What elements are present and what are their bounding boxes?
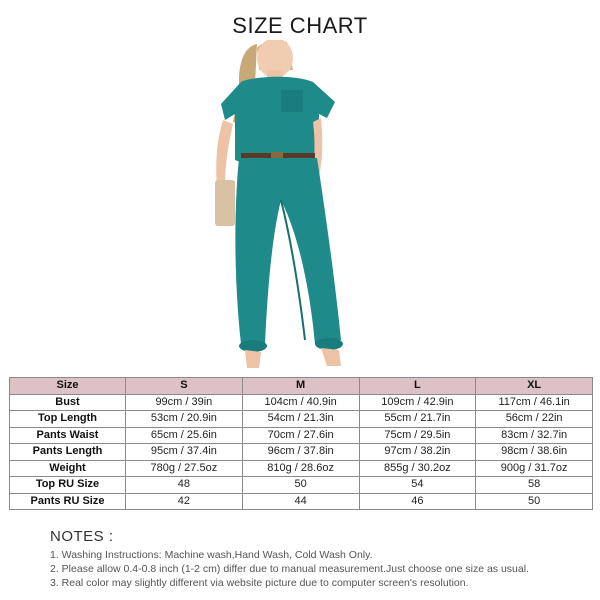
cell-value: 46 [359,493,476,510]
header-xl: XL [476,378,593,395]
note-line: 2. Please allow 0.4-0.8 inch (1-2 cm) differ due to manual measurement.Just choose one size as usual. [50,563,529,575]
cell-value: 900g / 31.7oz [476,460,593,477]
table-row [10,394,593,411]
cell-value: 50 [476,493,593,510]
notes-heading: NOTES : [50,528,114,545]
row-label: Pants RU Size [10,493,126,510]
table-header-row [10,378,593,395]
header-s: S [126,378,243,395]
row-label: Pants Length [10,444,126,461]
cell-value: 53cm / 20.9in [126,411,243,428]
table-row [10,493,593,510]
cell-value: 42 [126,493,243,510]
cell-value: 109cm / 42.9in [359,394,476,411]
header-size: Size [10,378,126,395]
header-m: M [242,378,359,395]
cell-value: 44 [242,493,359,510]
cell-value: 75cm / 29.5in [359,427,476,444]
cell-value: 97cm / 38.2in [359,444,476,461]
cell-value: 48 [126,477,243,494]
page-title: SIZE CHART [232,13,368,38]
header-l: L [359,378,476,395]
row-label: Bust [10,394,126,411]
row-label: Weight [10,460,126,477]
cell-value: 56cm / 22in [476,411,593,428]
cell-value: 96cm / 37.8in [242,444,359,461]
note-line: 3. Real color may slightly different via website picture due to computer screen's resolution. [50,577,469,589]
table-row [10,460,593,477]
cell-value: 54 [359,477,476,494]
product-photo [195,40,405,372]
cell-value: 99cm / 39in [126,394,243,411]
table-row [10,477,593,494]
cell-value: 98cm / 38.6in [476,444,593,461]
cell-value: 50 [242,477,359,494]
cell-value: 54cm / 21.3in [242,411,359,428]
row-label: Pants Waist [10,427,126,444]
table-row [10,411,593,428]
cell-value: 55cm / 21.7in [359,411,476,428]
cell-value: 83cm / 32.7in [476,427,593,444]
cell-value: 95cm / 37.4in [126,444,243,461]
cell-value: 780g / 27.5oz [126,460,243,477]
note-line: 1. Washing Instructions: Machine wash,Hand Wash, Cold Wash Only. [50,549,373,561]
cell-value: 810g / 28.6oz [242,460,359,477]
cell-value: 58 [476,477,593,494]
row-label: Top Length [10,411,126,428]
cell-value: 65cm / 25.6in [126,427,243,444]
cell-value: 855g / 30.2oz [359,460,476,477]
row-label: Top RU Size [10,477,126,494]
table-row [10,427,593,444]
size-chart-table [9,377,593,510]
cell-value: 117cm / 46.1in [476,394,593,411]
cell-value: 70cm / 27.6in [242,427,359,444]
table-row [10,444,593,461]
cell-value: 104cm / 40.9in [242,394,359,411]
notes-section [50,528,595,590]
